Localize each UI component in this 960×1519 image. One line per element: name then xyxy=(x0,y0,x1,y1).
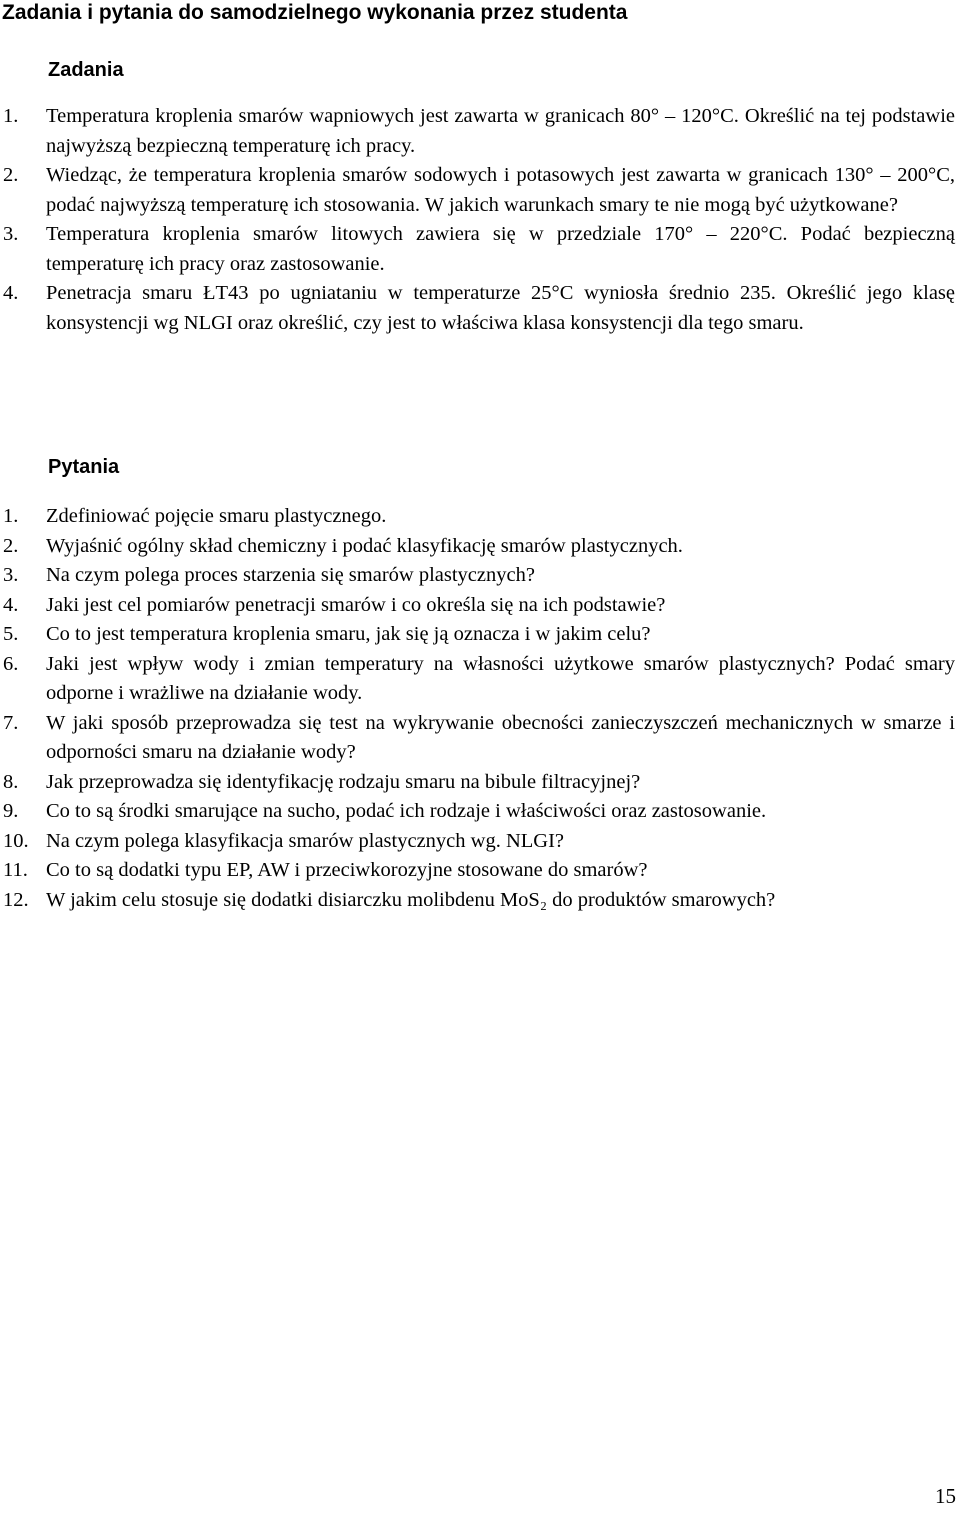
item-number: 1. xyxy=(3,105,19,127)
pytania-list xyxy=(0,502,955,915)
item-number: 2. xyxy=(3,164,19,186)
zadania-list xyxy=(0,102,955,338)
item-text: Co to są środki smarujące na sucho, podać ich rodzaje i właściwości oraz zastosowanie. xyxy=(46,800,767,822)
item-number: 11. xyxy=(3,859,28,881)
item-text: Penetracja smaru ŁT43 po ugniataniu w temperaturze 25°C wyniosła średnio 235. Określić jego klasę konsystencji wg NLGI oraz określić, czy jest to właściwa klasa konsystencji dla tego smaru. xyxy=(46,282,955,334)
item-text: Zdefiniować pojęcie smaru plastycznego. xyxy=(46,505,387,527)
item-number: 9. xyxy=(3,800,19,822)
item-text: Co to jest temperatura kroplenia smaru, jak się ją oznacza i w jakim celu? xyxy=(46,623,651,645)
list-item xyxy=(0,856,955,886)
list-item xyxy=(0,709,955,768)
list-item xyxy=(0,827,955,857)
item-text: Wyjaśnić ogólny skład chemiczny i podać klasyfikację smarów plastycznych. xyxy=(46,534,683,557)
list-item xyxy=(0,502,955,532)
item-text: Na czym polega proces starzenia się smarów plastycznych? xyxy=(46,564,535,586)
list-item xyxy=(0,886,955,916)
item-number: 1. xyxy=(3,505,19,527)
item-number: 7. xyxy=(3,711,19,734)
item-number: 8. xyxy=(3,770,19,793)
item-number: 4. xyxy=(3,282,19,304)
item-number: 4. xyxy=(3,593,19,616)
item-text: Temperatura kroplenia smarów wapniowych jest zawarta w granicach 80° – 120°C. Określić na tej podstawie najwyższą bezpieczną temperaturę ich pracy. xyxy=(46,105,955,157)
list-item xyxy=(0,532,955,562)
item-text: Temperatura kroplenia smarów litowych zawiera się w przedziale 170° – 220°C. Podać bezpieczną temperaturę ich pracy oraz zastosowanie. xyxy=(46,223,955,275)
page-number: 15 xyxy=(935,1484,956,1508)
item-number: 3. xyxy=(3,223,19,245)
pytania-heading: Pytania xyxy=(48,456,120,478)
list-item xyxy=(0,768,955,798)
list-item xyxy=(0,220,955,279)
item-text: W jaki sposób przeprowadza się test na wykrywanie obecności zanieczyszczeń mechanicznych w smarze i odporności smaru na działanie wody? xyxy=(46,711,955,763)
item-number: 5. xyxy=(3,623,19,645)
item-number: 3. xyxy=(3,564,19,586)
item-number: 12. xyxy=(3,888,29,911)
item-number: 10. xyxy=(3,829,29,852)
item-number: 6. xyxy=(3,652,19,675)
item-text: W jakim celu stosuje się dodatki disiarczku molibdenu MoS₂ do produktów smarowych? xyxy=(46,888,776,911)
list-item xyxy=(0,650,955,709)
item-text: Na czym polega klasyfikacja smarów plastycznych wg. NLGI? xyxy=(46,829,565,852)
item-text: Jaki jest cel pomiarów penetracji smarów i co określa się na ich podstawie? xyxy=(46,593,666,616)
list-item xyxy=(0,161,955,220)
list-item xyxy=(0,591,955,621)
list-item xyxy=(0,102,955,161)
item-text: Jaki jest wpływ wody i zmian temperatury na własności użytkowe smarów plastycznych? Podać smary odporne i wrażliwe na działanie wody. xyxy=(46,652,955,704)
list-item xyxy=(0,797,955,827)
item-text: Wiedząc, że temperatura kroplenia smarów sodowych i potasowych jest zawarta w granicach 130° – 200°C, podać najwyższą temperaturę ich stosowania. W jakich warunkach smary te nie mogą być użytkowane? xyxy=(46,164,955,216)
list-item xyxy=(0,279,955,338)
zadania-heading: Zadania xyxy=(48,59,124,81)
item-number: 2. xyxy=(3,534,19,557)
list-item xyxy=(0,561,955,591)
item-text: Jak przeprowadza się identyfikację rodzaju smaru na bibule filtracyjnej? xyxy=(46,770,641,793)
list-item xyxy=(0,620,955,650)
item-text: Co to są dodatki typu EP, AW i przeciwkorozyjne stosowane do smarów? xyxy=(46,859,648,881)
page-title: Zadania i pytania do samodzielnego wykonania przez studenta xyxy=(2,1,628,24)
